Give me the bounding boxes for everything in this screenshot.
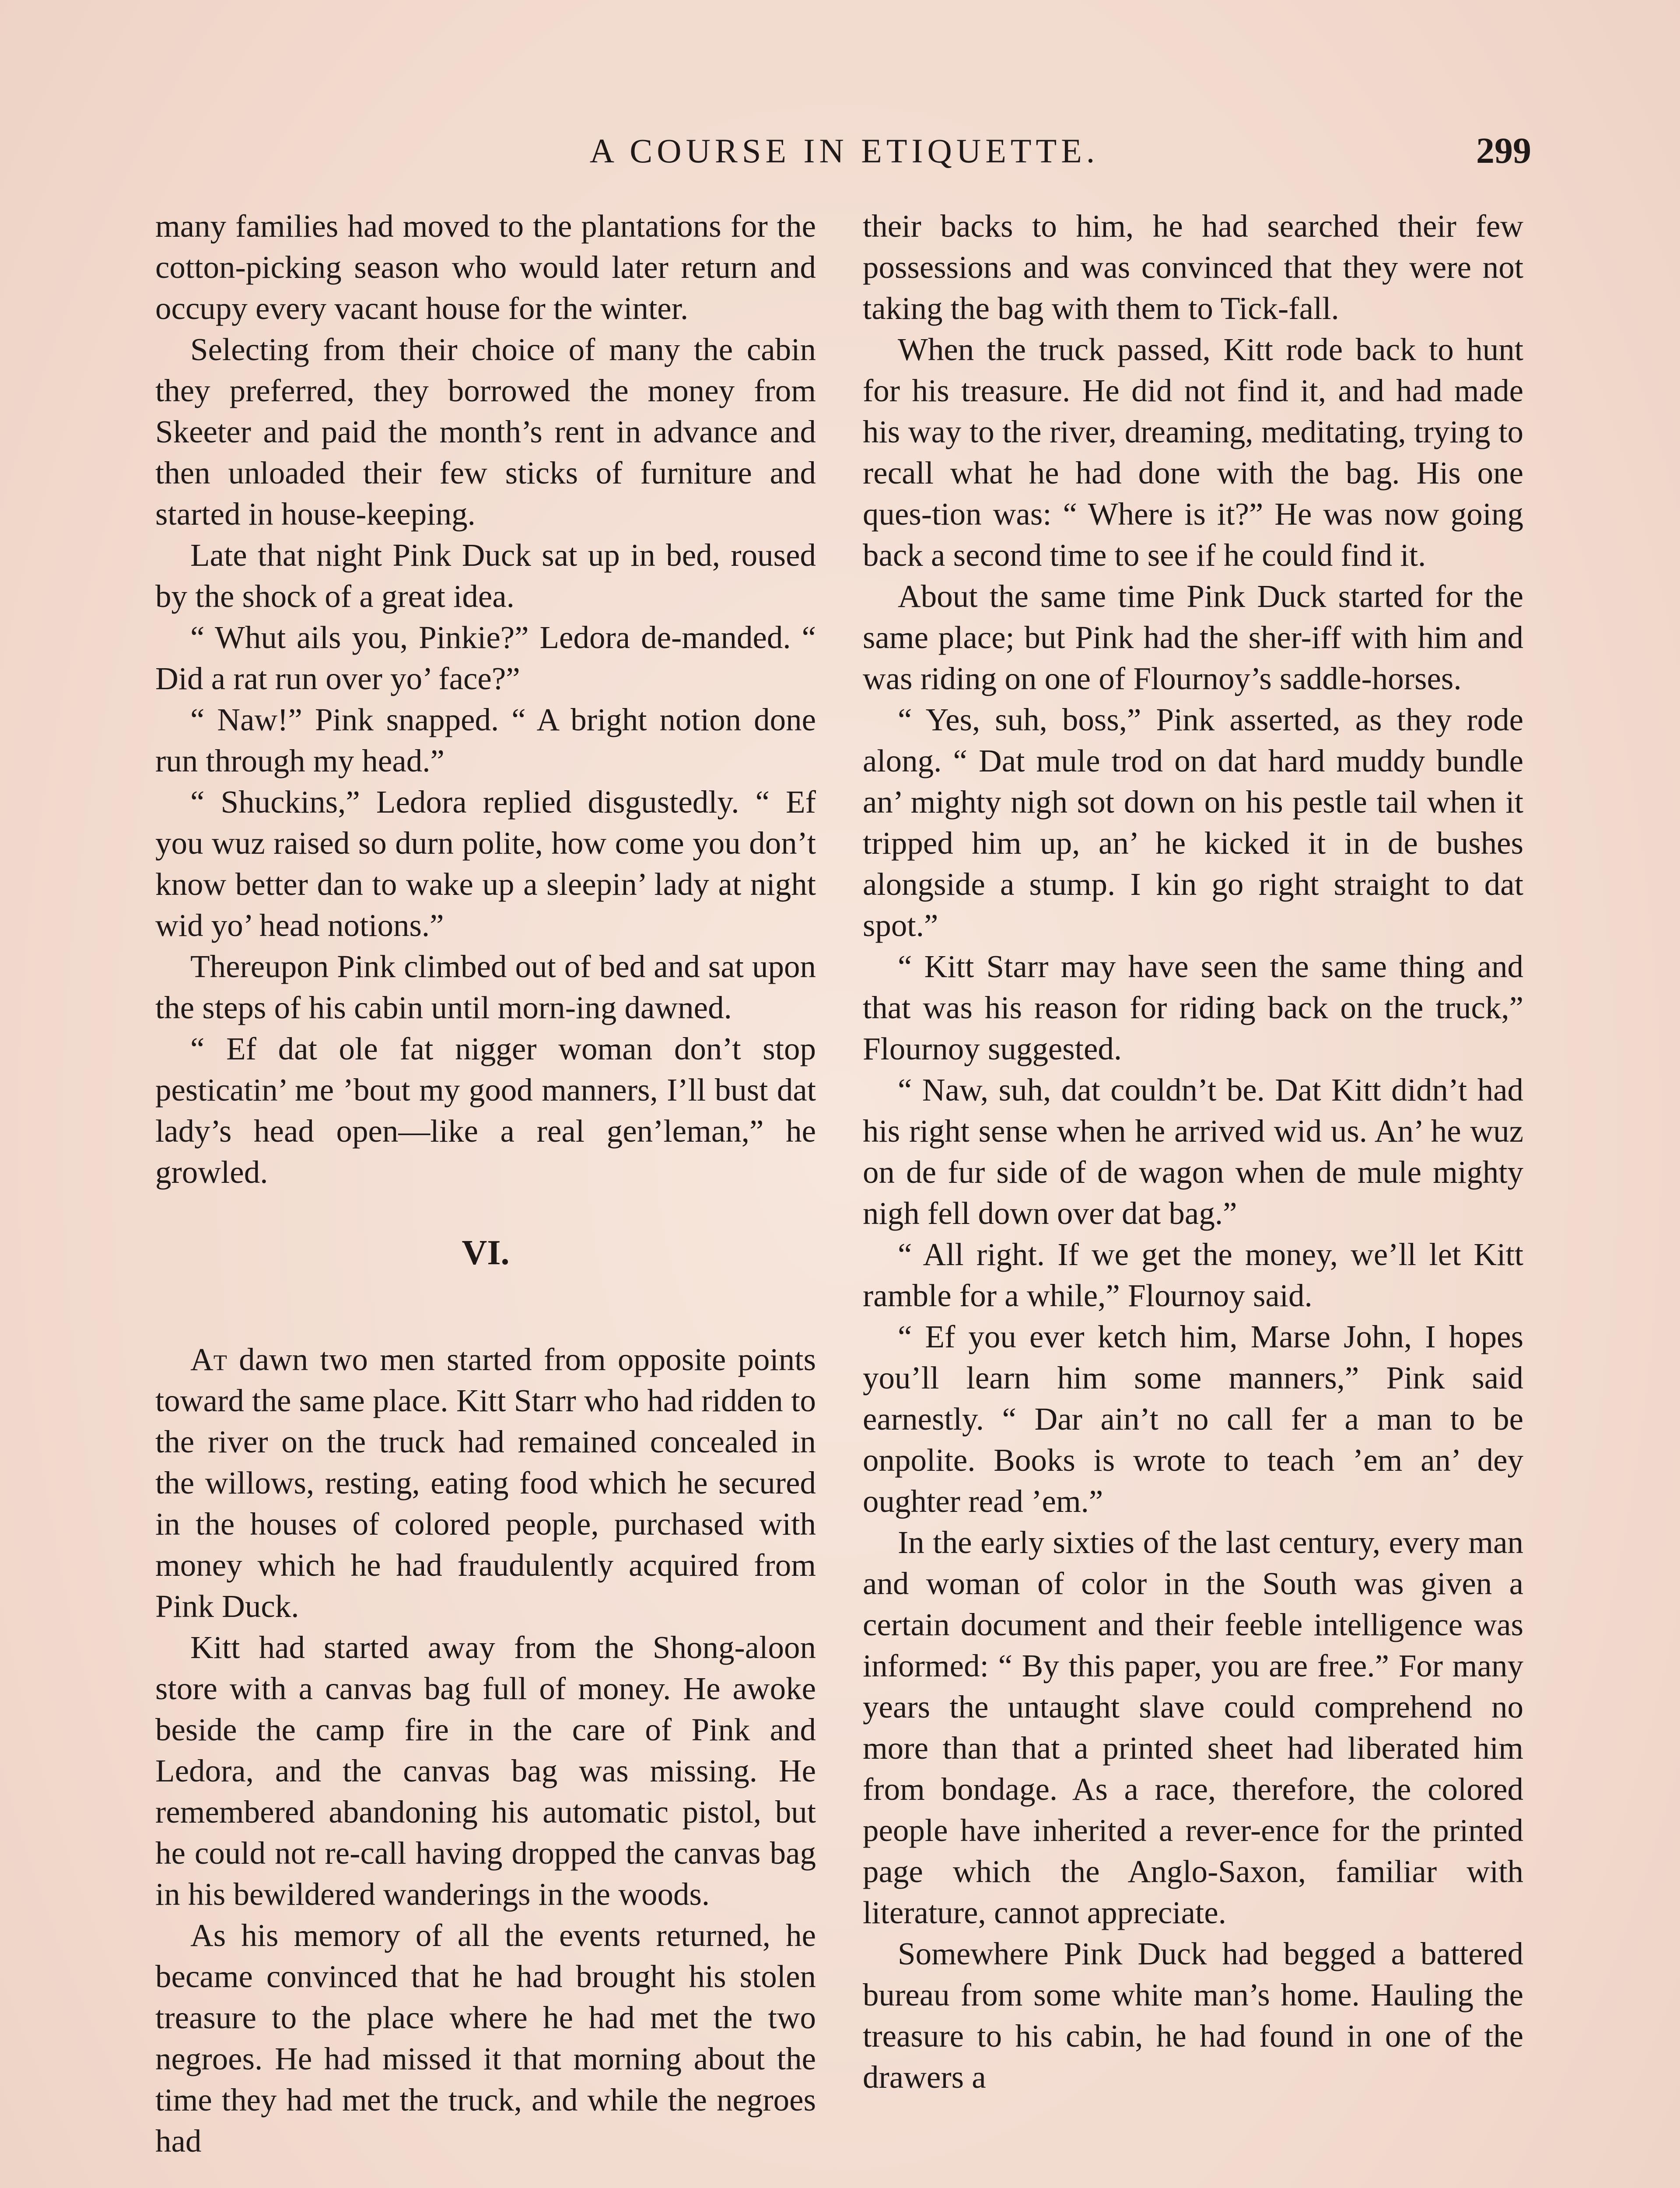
paragraph: Thereupon Pink climbed out of bed and sat upon the steps of his cabin until morn-ing dawned. bbox=[155, 949, 816, 1025]
paragraph: About the same time Pink Duck started for the same place; but Pink had the sher-iff with him and was riding on one of Flournoy’s saddle-horses. bbox=[863, 579, 1523, 696]
paragraph: their backs to him, he had searched their few possessions and was convinced that they were not taking the bag with them to Tick-fall. bbox=[863, 208, 1523, 326]
drop-word: At bbox=[190, 1342, 227, 1377]
paragraph: Somewhere Pink Duck had begged a battered bureau from some white man’s home. Hauling the treasure to his cabin, he had found in one of the drawers a bbox=[863, 1936, 1523, 2095]
paragraph: Late that night Pink Duck sat up in bed, roused by the shock of a great idea. bbox=[155, 537, 816, 614]
paragraph: “ Kitt Starr may have seen the same thing and that was his reason for riding back on the truck,” Flournoy suggested. bbox=[863, 949, 1523, 1066]
paragraph: “ Naw, suh, dat couldn’t be. Dat Kitt didn’t had his right sense when he arrived wid us. An’ he wuz on de fur side of de wagon when de mule mighty nigh fell down over dat bag.” bbox=[863, 1072, 1523, 1231]
paragraph: “ Yes, suh, boss,” Pink asserted, as they rode along. “ Dat mule trod on dat hard muddy bundle an’ mighty nigh sot down on his pestle tail when it tripped him up, an’ he kicked it in de bushes alongside a stump. I kin go right straight to dat spot.” bbox=[863, 702, 1523, 943]
paragraph: “ Shuckins,” Ledora replied disgustedly. “ Ef you wuz raised so durn polite, how come you don’t know better dan to wake up a sleepin’ lady at night wid yo’ head notions.” bbox=[155, 784, 816, 943]
running-title: A COURSE IN ETIQUETTE. bbox=[589, 132, 1099, 170]
paragraph: When the truck passed, Kitt rode back to hunt for his treasure. He did not find it, and had made his way to the river, dreaming, meditating, trying to recall what he had done with the bag. His one ques-tion was: “ Where is it?” He was now going back a second time to see if he could find it. bbox=[863, 332, 1523, 573]
left-column bbox=[155, 206, 816, 2162]
page-number: 299 bbox=[1476, 130, 1531, 171]
paragraph: As his memory of all the events returned, he became convinced that he had brought his stolen treasure to the place where he had met the two negroes. He had missed it that morning about the time they had met the truck, and while the negroes had bbox=[155, 1918, 816, 2159]
right-column bbox=[863, 206, 1523, 2098]
paragraph: Selecting from their choice of many the cabin they preferred, they borrowed the money from Skeeter and paid the month’s rent in advance and then unloaded their few sticks of furniture and started in house-keeping. bbox=[155, 332, 816, 532]
paragraph: “ Whut ails you, Pinkie?” Ledora de-manded. “ Did a rat run over yo’ face?” bbox=[155, 620, 816, 696]
paragraph: many families had moved to the plantations for the cotton-picking season who would later return and occupy every vacant house for the winter. bbox=[155, 208, 816, 326]
paragraph: In the early sixties of the last century, every man and woman of color in the South was given a certain document and their feeble intelligence was informed: “ By this paper, you are free.” For many years the untaught slave could comprehend no more than that a printed sheet had liberated him from bondage. As a race, therefore, the colored people have inherited a rever-ence for the printed page which the Anglo-Saxon, familiar with literature, cannot appreciate. bbox=[863, 1525, 1523, 1930]
paragraph: Kitt had started away from the Shong-aloon store with a canvas bag full of money. He awoke beside the camp fire in the care of Pink and Ledora, and the canvas bag was missing. He remembered abandoning his automatic pistol, but he could not re-call having dropped the canvas bag in his bewildered wanderings in the woods. bbox=[155, 1630, 816, 1912]
section-heading: VI. bbox=[462, 1234, 510, 1272]
paragraph bbox=[155, 1339, 816, 1627]
paragraph: “ Ef dat ole fat nigger woman don’t stop pesticatin’ me ’bout my good manners, I’ll bust dat lady’s head open—like a real gen’leman,” he growled. bbox=[155, 1031, 816, 1190]
running-head bbox=[158, 127, 1531, 175]
paragraph: “ Naw!” Pink snapped. “ A bright notion done run through my head.” bbox=[155, 702, 816, 778]
paragraph: “ All right. If we get the money, we’ll let Kitt ramble for a while,” Flournoy said. bbox=[863, 1237, 1523, 1313]
paragraph-text: dawn two men started from opposite points toward the same place. Kitt Starr who had ridden to the river on the truck had remained concealed in the willows, resting, eating food which he secured in the houses of colored people, purchased with money which he had fraudulently acquired from Pink Duck. bbox=[155, 1342, 816, 1624]
paragraph: “ Ef you ever ketch him, Marse John, I hopes you’ll learn him some manners,” Pink said earnestly. “ Dar ain’t no call fer a man to be onpolite. Books is wrote to teach ’em an’ dey oughter read ’em.” bbox=[863, 1319, 1523, 1519]
